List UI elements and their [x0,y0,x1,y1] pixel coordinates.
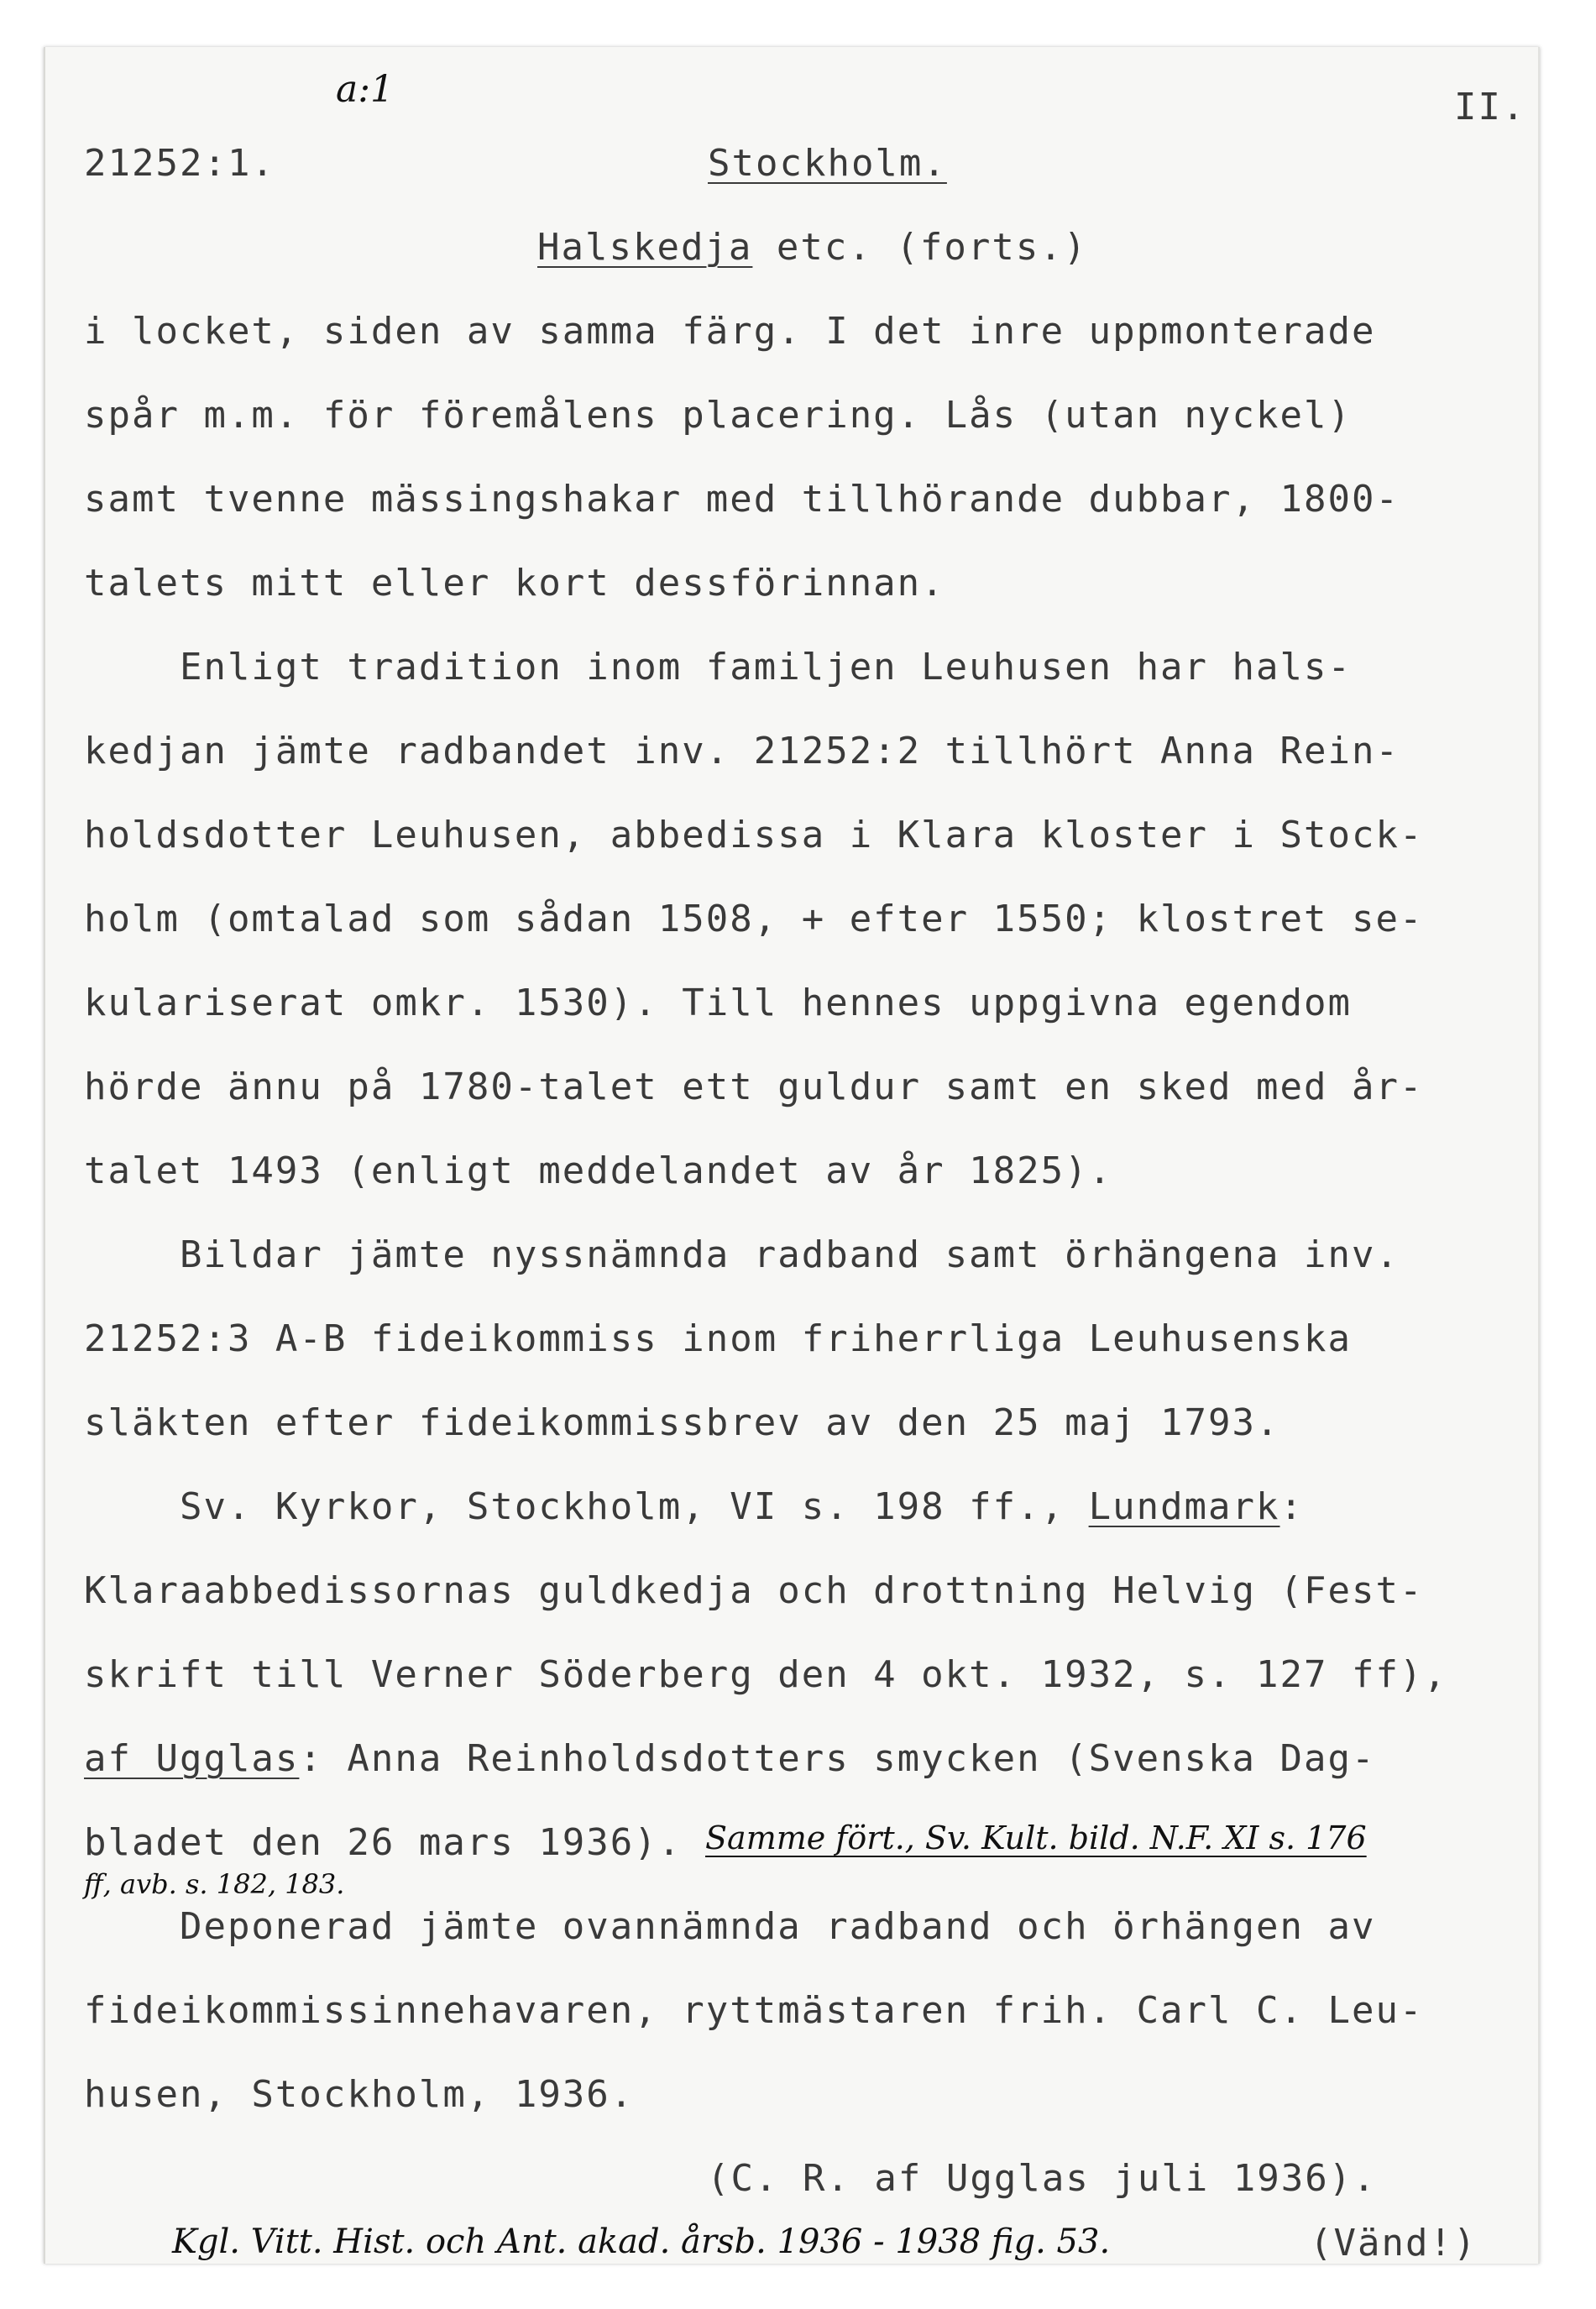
reference-text: Sv. Kyrkor, Stockholm, VI s. 198 ff., [84,1485,1089,1528]
body-line: holm (omtalad som sådan 1508, + efter 1550; klostret se- [84,898,1424,940]
inventory-number: 21252:1. [84,142,275,185]
reference-line [84,1737,1376,1780]
body-line: i locket, siden av samma färg. I det inre uppmonterade [84,310,1376,353]
subtitle [537,226,1088,269]
turn-over-note: (Vänd!) [1310,2222,1478,2264]
reference-author: af Ugglas [84,1737,300,1780]
body-line: 21252:3 A-B fideikommiss inom friherrliga Leuhusenska [84,1317,1352,1360]
subtitle-object: Halskedja [537,226,753,269]
reference-author: Lundmark [1088,1485,1280,1528]
deposit-line: husen, Stockholm, 1936. [84,2073,635,2116]
body-line: Bildar jämte nyssnämnda radband samt örhängena inv. [84,1233,1400,1276]
reference-text: : [1279,1485,1305,1528]
body-line: talet 1493 (enligt meddelandet av år 1825). [84,1149,1113,1192]
reference-line [84,1485,1305,1528]
reference-line: Klaraabbedissornas guldkedja och drottning Helvig (Fest- [84,1569,1424,1612]
body-line: kedjan jämte radbandet inv. 21252:2 tillhört Anna Rein- [84,730,1400,772]
signature: (C. R. af Ugglas juli 1936). [707,2157,1377,2200]
footer-reference: Kgl. Vitt. Hist. och Ant. akad. årsb. 1936 - 1938 fig. 53. [172,2223,1111,2261]
corner-mark: a:1 [336,68,395,111]
body-line: samt tvenne mässingshakar med tillhörande dubbar, 1800- [84,478,1400,521]
body-line: Enligt tradition inom familjen Leuhusen har hals- [84,646,1352,689]
body-line: hörde ännu på 1780-talet ett guldur samt en sked med år- [84,1065,1424,1108]
body-line: spår m.m. för föremålens placering. Lås (utan nyckel) [84,394,1352,437]
handwritten-note: ff, avb. s. 182, 183. [84,1868,345,1900]
subtitle-rest: etc. (forts.) [752,226,1088,269]
reference-line: skrift till Verner Söderberg den 4 okt. 1932, s. 127 ff), [84,1653,1447,1696]
body-line: holdsdotter Leuhusen, abbedissa i Klara kloster i Stock- [84,814,1424,856]
reference-line: bladet den 26 mars 1936). [84,1821,683,1864]
deposit-line: fideikommissinnehavaren, ryttmästaren frih. Carl C. Leu- [84,1989,1424,2032]
city-heading: Stockholm. [708,142,947,185]
body-line: kulariserat omkr. 1530). Till hennes uppgivna egendom [84,982,1352,1024]
handwritten-note: Samme fört., Sv. Kult. bild. N.F. XI s. 176 [705,1819,1367,1856]
body-line: talets mitt eller kort dessförinnan. [84,562,945,605]
page-number: II. [1454,86,1526,128]
deposit-line: Deponerad jämte ovannämnda radband och örhängen av [84,1905,1376,1948]
reference-text: : Anna Reinholdsdotters smycken (Svenska Dag- [299,1737,1376,1780]
body-line: släkten efter fideikommissbrev av den 25 maj 1793. [84,1401,1280,1444]
